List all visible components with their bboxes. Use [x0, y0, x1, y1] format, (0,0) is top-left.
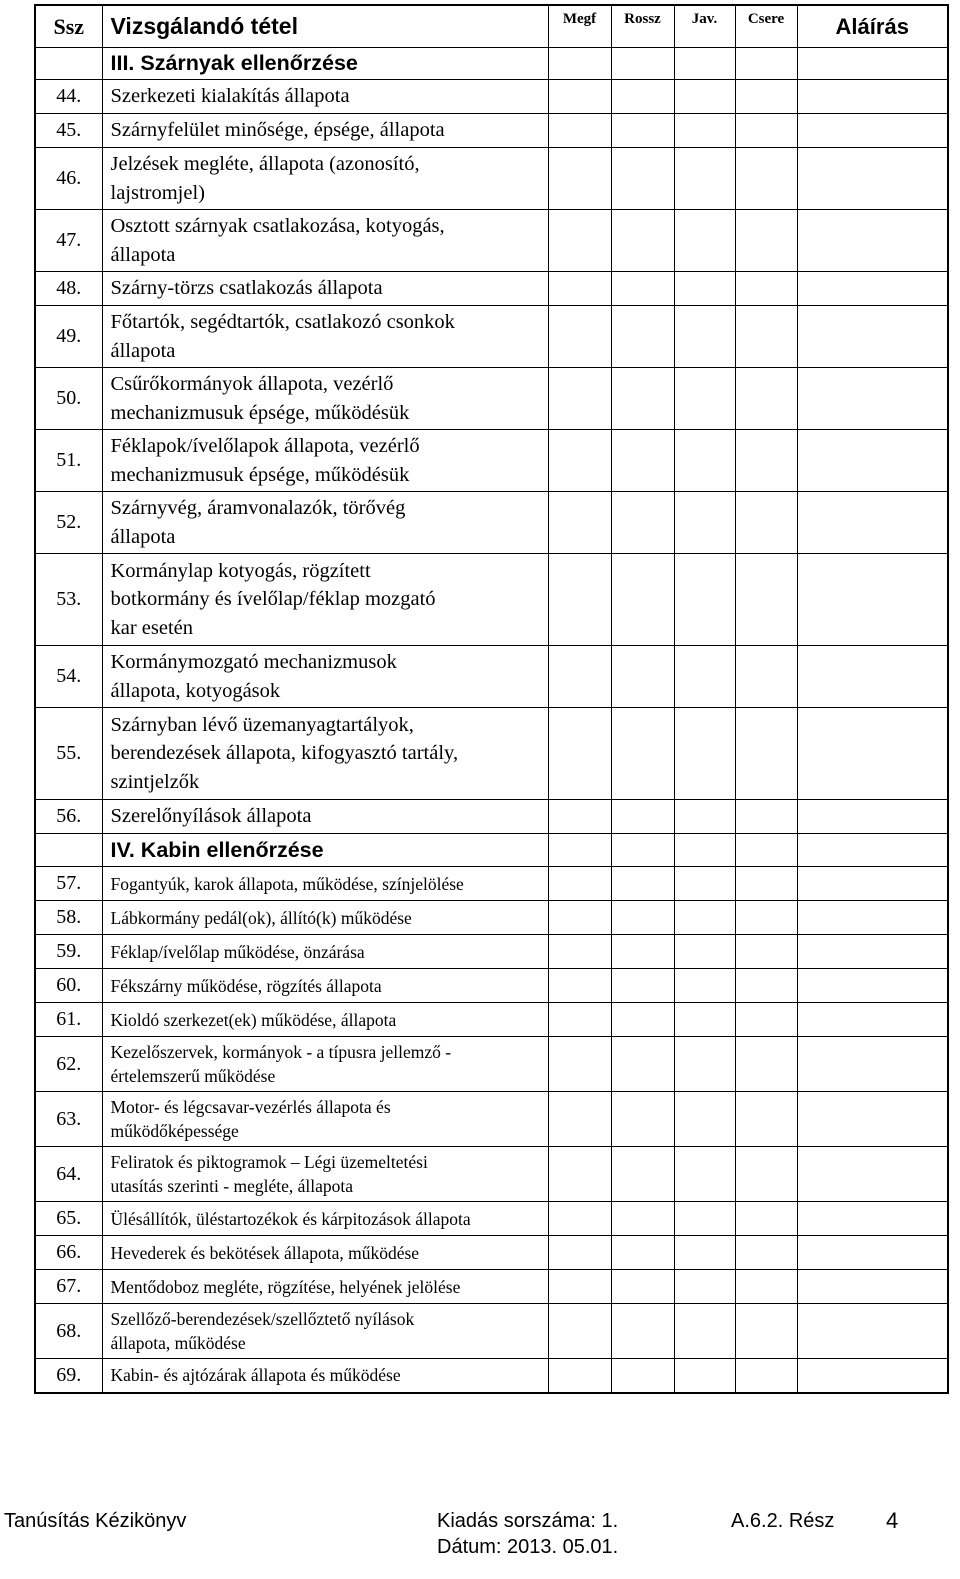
csere-cell[interactable]: [735, 969, 797, 1003]
rossz-cell[interactable]: [611, 1270, 674, 1304]
item-description-line: lajstromjel): [110, 181, 206, 204]
row-number: 51.: [35, 430, 102, 492]
signature-cell[interactable]: [797, 554, 948, 646]
item-description: [102, 1236, 548, 1270]
footer-page-number: 4: [886, 1508, 899, 1533]
signature-cell[interactable]: [797, 80, 948, 114]
csere-cell[interactable]: [735, 800, 797, 834]
item-description-line: állapota: [110, 525, 176, 548]
item-description-line: Féklapok/ívelőlapok állapota, vezérlő: [110, 435, 420, 457]
csere-cell[interactable]: [735, 708, 797, 800]
item-description: [102, 969, 548, 1003]
item-description: [102, 114, 548, 148]
jav-cell[interactable]: [674, 272, 735, 306]
megf-cell[interactable]: [548, 935, 611, 969]
rossz-cell[interactable]: [611, 114, 674, 148]
csere-cell[interactable]: [735, 1092, 797, 1147]
item-description-line: berendezések állapota, kifogyasztó tartály,: [110, 742, 459, 765]
item-description: [102, 1304, 548, 1359]
rossz-cell[interactable]: [611, 646, 674, 708]
csere-cell[interactable]: [735, 554, 797, 646]
section-row: [35, 48, 948, 80]
megf-cell[interactable]: [548, 148, 611, 210]
footer-date: Dátum: 2013. 05.01.: [437, 1536, 619, 1558]
signature-cell[interactable]: [797, 1147, 948, 1202]
rossz-cell[interactable]: [611, 901, 674, 935]
rossz-cell[interactable]: [611, 834, 674, 867]
rossz-cell[interactable]: [611, 1202, 674, 1236]
checklist-body: [35, 48, 948, 1393]
csere-cell[interactable]: [735, 1359, 797, 1393]
jav-cell[interactable]: [674, 708, 735, 800]
footer-edition: Kiadás sorszáma: 1.: [437, 1510, 619, 1532]
item-description: [102, 272, 548, 306]
jav-cell[interactable]: [674, 1202, 735, 1236]
csere-cell[interactable]: [735, 646, 797, 708]
item-description-line: működőképessége: [110, 1121, 239, 1141]
item-description-line: Kormánylap kotyogás, rögzített: [110, 559, 371, 582]
signature-cell[interactable]: [797, 210, 948, 272]
item-description-line: Kioldó szerkezet(ek) működése, állapota: [110, 1009, 397, 1030]
section-title: IV. Kabin ellenőrzése: [102, 834, 548, 867]
item-description-line: Szerkezeti kialakítás állapota: [110, 85, 350, 108]
header-row: [35, 5, 948, 48]
csere-cell[interactable]: [735, 430, 797, 492]
megf-cell[interactable]: [548, 1304, 611, 1359]
header-csere: Csere: [735, 5, 797, 48]
table-row: [35, 867, 948, 901]
megf-cell[interactable]: [548, 969, 611, 1003]
megf-cell[interactable]: [548, 492, 611, 554]
table-row: [35, 901, 948, 935]
rossz-cell[interactable]: [611, 1236, 674, 1270]
rossz-cell[interactable]: [611, 800, 674, 834]
item-description-line: állapota, működése: [110, 1333, 246, 1353]
table-row: [35, 1147, 948, 1202]
signature-cell[interactable]: [797, 708, 948, 800]
megf-cell[interactable]: [548, 800, 611, 834]
item-description: [102, 1359, 548, 1393]
table-row: [35, 1304, 948, 1359]
item-description: [102, 492, 548, 554]
megf-cell[interactable]: [548, 210, 611, 272]
csere-cell[interactable]: [735, 306, 797, 368]
rossz-cell[interactable]: [611, 272, 674, 306]
rossz-cell[interactable]: [611, 306, 674, 368]
item-description-line: Osztott szárnyak csatlakozása, kotyogás,: [110, 215, 445, 237]
item-description-line: Kabin- és ajtózárak állapota és működése: [110, 1365, 401, 1386]
megf-cell[interactable]: [548, 430, 611, 492]
table-row: [35, 1037, 948, 1092]
jav-cell[interactable]: [674, 80, 735, 114]
item-description-line: mechanizmusuk épsége, működésük: [110, 401, 410, 424]
table-row: [35, 708, 948, 800]
checklist-table: [34, 4, 949, 1394]
header-ssz: Ssz: [35, 5, 102, 48]
row-number: 47.: [35, 210, 102, 272]
csere-cell[interactable]: [735, 1202, 797, 1236]
item-description-line: szintjelzők: [110, 770, 200, 793]
item-description-line: Csűrőkormányok állapota, vezérlő: [110, 373, 394, 395]
megf-cell[interactable]: [548, 867, 611, 901]
csere-cell[interactable]: [735, 935, 797, 969]
jav-cell[interactable]: [674, 867, 735, 901]
jav-cell[interactable]: [674, 492, 735, 554]
rossz-cell[interactable]: [611, 48, 674, 80]
megf-cell[interactable]: [548, 272, 611, 306]
rossz-cell[interactable]: [611, 1359, 674, 1393]
row-number: 68.: [35, 1304, 102, 1359]
item-description-line: Mentődoboz megléte, rögzítése, helyének jelölése: [110, 1276, 461, 1297]
item-description: [102, 646, 548, 708]
item-description: [102, 800, 548, 834]
megf-cell[interactable]: [548, 834, 611, 867]
item-description: [102, 554, 548, 646]
megf-cell[interactable]: [548, 80, 611, 114]
header-megf: Megf: [548, 5, 611, 48]
csere-cell[interactable]: [735, 867, 797, 901]
rossz-cell[interactable]: [611, 1147, 674, 1202]
jav-cell[interactable]: [674, 430, 735, 492]
item-description-line: mechanizmusuk épsége, működésük: [110, 463, 410, 486]
item-description: [102, 901, 548, 935]
jav-cell[interactable]: [674, 1092, 735, 1147]
item-description: [102, 1270, 548, 1304]
rossz-cell[interactable]: [611, 708, 674, 800]
footer-part: A.6.2. Rész: [731, 1510, 835, 1532]
signature-cell[interactable]: [797, 1304, 948, 1359]
row-number: 55.: [35, 708, 102, 800]
signature-cell[interactable]: [797, 1003, 948, 1037]
table-row: [35, 492, 948, 554]
item-description-line: állapota: [110, 339, 176, 362]
signature-cell[interactable]: [797, 1202, 948, 1236]
header-item: Vizsgálandó tétel: [102, 5, 548, 48]
jav-cell[interactable]: [674, 306, 735, 368]
signature-cell[interactable]: [797, 867, 948, 901]
item-description: [102, 1202, 548, 1236]
rossz-cell[interactable]: [611, 368, 674, 430]
jav-cell[interactable]: [674, 800, 735, 834]
signature-cell[interactable]: [797, 969, 948, 1003]
rossz-cell[interactable]: [611, 210, 674, 272]
jav-cell[interactable]: [674, 901, 735, 935]
jav-cell[interactable]: [674, 1147, 735, 1202]
row-number: 44.: [35, 80, 102, 114]
csere-cell[interactable]: [735, 1037, 797, 1092]
signature-cell[interactable]: [797, 834, 948, 867]
row-number: 65.: [35, 1202, 102, 1236]
csere-cell[interactable]: [735, 901, 797, 935]
megf-cell[interactable]: [548, 1037, 611, 1092]
csere-cell[interactable]: [735, 114, 797, 148]
megf-cell[interactable]: [548, 48, 611, 80]
row-number: 54.: [35, 646, 102, 708]
megf-cell[interactable]: [548, 368, 611, 430]
signature-cell[interactable]: [797, 114, 948, 148]
row-number: 56.: [35, 800, 102, 834]
item-description-line: Főtartók, segédtartók, csatlakozó csonkok: [110, 311, 455, 333]
row-number: 48.: [35, 272, 102, 306]
item-description: [102, 368, 548, 430]
csere-cell[interactable]: [735, 1270, 797, 1304]
csere-cell[interactable]: [735, 148, 797, 210]
megf-cell[interactable]: [548, 306, 611, 368]
signature-cell[interactable]: [797, 1037, 948, 1092]
rossz-cell[interactable]: [611, 492, 674, 554]
row-number: 45.: [35, 114, 102, 148]
megf-cell[interactable]: [548, 554, 611, 646]
row-number: 49.: [35, 306, 102, 368]
table-row: [35, 935, 948, 969]
csere-cell[interactable]: [735, 48, 797, 80]
table-row: [35, 969, 948, 1003]
rossz-cell[interactable]: [611, 148, 674, 210]
item-description-line: Szellőző-berendezések/szellőztető nyílások: [110, 1309, 415, 1329]
item-description-line: utasítás szerinti - megléte, állapota: [110, 1176, 353, 1196]
table-row: [35, 368, 948, 430]
item-description: [102, 1147, 548, 1202]
table-row: [35, 646, 948, 708]
header-jav: Jav.: [674, 5, 735, 48]
row-number: 62.: [35, 1037, 102, 1092]
jav-cell[interactable]: [674, 646, 735, 708]
item-description-line: Szerelőnyílások állapota: [110, 805, 312, 828]
table-row: [35, 554, 948, 646]
rossz-cell[interactable]: [611, 430, 674, 492]
item-description: [102, 306, 548, 368]
item-description: [102, 148, 548, 210]
signature-cell[interactable]: [797, 1236, 948, 1270]
megf-cell[interactable]: [548, 1359, 611, 1393]
megf-cell[interactable]: [548, 901, 611, 935]
csere-cell[interactable]: [735, 1003, 797, 1037]
item-description: [102, 708, 548, 800]
signature-cell[interactable]: [797, 492, 948, 554]
megf-cell[interactable]: [548, 1092, 611, 1147]
table-row: [35, 1359, 948, 1393]
item-description: [102, 935, 548, 969]
header-signature: Aláírás: [797, 5, 948, 48]
item-description: [102, 80, 548, 114]
csere-cell[interactable]: [735, 80, 797, 114]
item-description-line: állapota, kotyogások: [110, 679, 281, 702]
table-row: [35, 1270, 948, 1304]
section-row: [35, 834, 948, 867]
row-number: 50.: [35, 368, 102, 430]
signature-cell[interactable]: [797, 368, 948, 430]
megf-cell[interactable]: [548, 114, 611, 148]
table-row: [35, 306, 948, 368]
jav-cell[interactable]: [674, 554, 735, 646]
item-description: [102, 1003, 548, 1037]
row-number: [35, 834, 102, 867]
item-description: [102, 1037, 548, 1092]
csere-cell[interactable]: [735, 1236, 797, 1270]
item-description-line: Fékszárny működése, rögzítés állapota: [110, 975, 382, 996]
table-row: [35, 1202, 948, 1236]
table-row: [35, 1236, 948, 1270]
item-description-line: Féklap/ívelőlap működése, önzárása: [110, 941, 365, 962]
jav-cell[interactable]: [674, 935, 735, 969]
jav-cell[interactable]: [674, 1359, 735, 1393]
rossz-cell[interactable]: [611, 1304, 674, 1359]
jav-cell[interactable]: [674, 1270, 735, 1304]
item-description-line: Szárny-törzs csatlakozás állapota: [110, 277, 383, 300]
table-row: [35, 1092, 948, 1147]
rossz-cell[interactable]: [611, 867, 674, 901]
megf-cell[interactable]: [548, 708, 611, 800]
item-description-line: Hevederek és bekötések állapota, működése: [110, 1242, 420, 1263]
table-row: [35, 210, 948, 272]
row-number: 61.: [35, 1003, 102, 1037]
item-description-line: értelemszerű működése: [110, 1066, 276, 1086]
item-description-line: Feliratok és piktogramok – Légi üzemeltetési: [110, 1152, 428, 1172]
header-rossz: Rossz: [611, 5, 674, 48]
footer-manual: Tanúsítás Kézikönyv: [4, 1510, 187, 1532]
jav-cell[interactable]: [674, 834, 735, 867]
item-description-line: kar esetén: [110, 616, 194, 639]
megf-cell[interactable]: [548, 1236, 611, 1270]
csere-cell[interactable]: [735, 834, 797, 867]
item-description-line: Motor- és légcsavar-vezérlés állapota és: [110, 1097, 391, 1117]
signature-cell[interactable]: [797, 148, 948, 210]
row-number: 57.: [35, 867, 102, 901]
signature-cell[interactable]: [797, 306, 948, 368]
section-title: III. Szárnyak ellenőrzése: [102, 48, 548, 80]
csere-cell[interactable]: [735, 272, 797, 306]
item-description: [102, 210, 548, 272]
jav-cell[interactable]: [674, 368, 735, 430]
jav-cell[interactable]: [674, 1037, 735, 1092]
row-number: 67.: [35, 1270, 102, 1304]
jav-cell[interactable]: [674, 1003, 735, 1037]
rossz-cell[interactable]: [611, 1092, 674, 1147]
signature-cell[interactable]: [797, 430, 948, 492]
megf-cell[interactable]: [548, 646, 611, 708]
rossz-cell[interactable]: [611, 969, 674, 1003]
row-number: 60.: [35, 969, 102, 1003]
row-number: 46.: [35, 148, 102, 210]
signature-cell[interactable]: [797, 646, 948, 708]
signature-cell[interactable]: [797, 1270, 948, 1304]
rossz-cell[interactable]: [611, 554, 674, 646]
csere-cell[interactable]: [735, 1304, 797, 1359]
signature-cell[interactable]: [797, 272, 948, 306]
signature-cell[interactable]: [797, 1359, 948, 1393]
row-number: 59.: [35, 935, 102, 969]
item-description: [102, 867, 548, 901]
item-description-line: Szárnyfelület minősége, épsége, állapota: [110, 119, 445, 142]
jav-cell[interactable]: [674, 210, 735, 272]
table-row: [35, 430, 948, 492]
row-number: [35, 48, 102, 80]
item-description-line: Kezelőszervek, kormányok - a típusra jellemző -: [110, 1042, 452, 1062]
rossz-cell[interactable]: [611, 1003, 674, 1037]
csere-cell[interactable]: [735, 492, 797, 554]
row-number: 52.: [35, 492, 102, 554]
csere-cell[interactable]: [735, 1147, 797, 1202]
row-number: 64.: [35, 1147, 102, 1202]
row-number: 53.: [35, 554, 102, 646]
signature-cell[interactable]: [797, 48, 948, 80]
rossz-cell[interactable]: [611, 935, 674, 969]
rossz-cell[interactable]: [611, 80, 674, 114]
item-description-line: Kormánymozgató mechanizmusok: [110, 651, 397, 673]
csere-cell[interactable]: [735, 210, 797, 272]
table-row: [35, 148, 948, 210]
jav-cell[interactable]: [674, 114, 735, 148]
signature-cell[interactable]: [797, 935, 948, 969]
item-description-line: állapota: [110, 243, 176, 266]
table-row: [35, 1003, 948, 1037]
item-description-line: Jelzések megléte, állapota (azonosító,: [110, 153, 420, 175]
item-description-line: Fogantyúk, karok állapota, működése, színjelölése: [110, 873, 464, 894]
row-number: 66.: [35, 1236, 102, 1270]
table-row: [35, 272, 948, 306]
item-description-line: Szárnyban lévő üzemanyagtartályok,: [110, 713, 414, 736]
item-description: [102, 430, 548, 492]
csere-cell[interactable]: [735, 368, 797, 430]
megf-cell[interactable]: [548, 1202, 611, 1236]
megf-cell[interactable]: [548, 1147, 611, 1202]
row-number: 58.: [35, 901, 102, 935]
table-row: [35, 114, 948, 148]
signature-cell[interactable]: [797, 1092, 948, 1147]
item-description-line: Ülésállítók, üléstartozékok és kárpitozások állapota: [110, 1208, 471, 1229]
item-description-line: Szárnyvég, áramvonalazók, törővég: [110, 497, 406, 519]
rossz-cell[interactable]: [611, 1037, 674, 1092]
item-description-line: Lábkormány pedál(ok), állító(k) működése: [110, 907, 412, 928]
jav-cell[interactable]: [674, 1304, 735, 1359]
megf-cell[interactable]: [548, 1270, 611, 1304]
table-row: [35, 80, 948, 114]
jav-cell[interactable]: [674, 48, 735, 80]
item-description: [102, 1092, 548, 1147]
table-row: [35, 800, 948, 834]
row-number: 63.: [35, 1092, 102, 1147]
megf-cell[interactable]: [548, 1003, 611, 1037]
jav-cell[interactable]: [674, 148, 735, 210]
row-number: 69.: [35, 1359, 102, 1393]
jav-cell[interactable]: [674, 1236, 735, 1270]
jav-cell[interactable]: [674, 969, 735, 1003]
signature-cell[interactable]: [797, 901, 948, 935]
item-description-line: botkormány és ívelőlap/féklap mozgató: [110, 588, 436, 611]
signature-cell[interactable]: [797, 800, 948, 834]
